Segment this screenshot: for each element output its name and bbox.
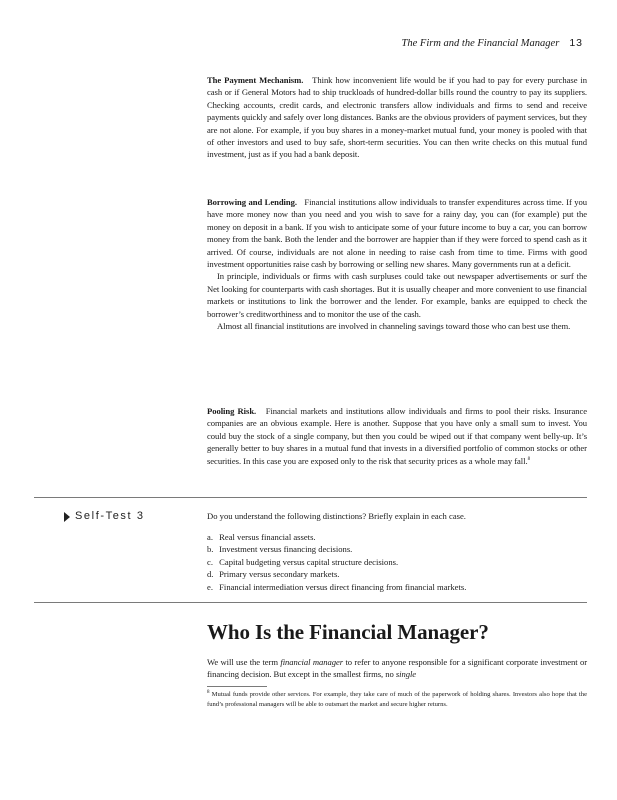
item-text: Primary versus secondary markets. bbox=[219, 569, 340, 580]
self-test-item bbox=[207, 543, 466, 555]
self-test-list bbox=[207, 531, 466, 593]
running-header bbox=[402, 37, 583, 49]
item-letter: d. bbox=[207, 569, 214, 580]
divider-top bbox=[34, 497, 587, 498]
page-number: 13 bbox=[569, 37, 583, 49]
pooling-title: Pooling Risk. bbox=[207, 406, 257, 416]
self-test-item bbox=[207, 568, 466, 580]
item-text: Financial intermediation versus direct financing from financial markets. bbox=[219, 581, 467, 592]
item-letter: c. bbox=[207, 556, 213, 567]
divider-bottom bbox=[34, 602, 587, 603]
pooling-paragraph bbox=[207, 405, 587, 467]
borrowing-body: Financial institutions allow individuals to transfer expenditures across time. If you have more money now than you need and you wish to save for a rainy day, you can (for example) put the money on deposit in a bank. If you wish to anticipate some of your future income to buy a car, you can borrow money from the bank. Both the lender and the borrower are happier than if they were forced to spend cash as it arrived. Of course, individuals are not alone in needing to raise cash from time to time. Firms with good investment opportunities raise cash by borrowing or selling new shares. Many governments run at a deficit. bbox=[207, 197, 587, 270]
payment-title: The Payment Mechanism. bbox=[207, 75, 304, 85]
self-test-question: Do you understand the following distinctions? Briefly explain in each case. bbox=[207, 511, 466, 521]
who-intro-end: single bbox=[395, 669, 417, 680]
section-pooling bbox=[207, 405, 587, 467]
item-letter: b. bbox=[207, 544, 214, 555]
self-test-label: Self-Test 3 bbox=[75, 510, 145, 522]
self-test-item bbox=[207, 581, 466, 593]
item-letter: a. bbox=[207, 532, 213, 542]
footnote-mark: 8 bbox=[207, 689, 210, 695]
section-borrowing bbox=[207, 196, 587, 332]
payment-paragraph bbox=[207, 74, 587, 161]
borrowing-paragraph-3: Almost all financial institutions are involved in channeling savings toward those who can best use them. bbox=[217, 321, 571, 332]
borrowing-paragraph-2: In principle, individuals or firms with cash surpluses could take out newspaper advertisements or surf the Net looking for counterparts with cash shortages. But it is usually cheaper and more convenient to use financial markets or institutions to link the borrower and the lender. For example, banks are equipped to check the borrower’s creditworthiness and to monitor the use of the cash. bbox=[207, 271, 587, 319]
item-letter: e. bbox=[207, 581, 213, 592]
running-title: The Firm and the Financial Manager bbox=[401, 38, 560, 49]
borrowing-title: Borrowing and Lending. bbox=[207, 197, 297, 207]
triangle-marker-icon bbox=[64, 512, 70, 522]
borrowing-paragraph bbox=[207, 196, 587, 270]
who-intro-a: We will use the term bbox=[207, 657, 278, 667]
section-heading: Who Is the Financial Manager? bbox=[207, 620, 489, 644]
footnote bbox=[207, 690, 587, 709]
who-intro-term: financial manager bbox=[280, 657, 344, 667]
item-text: Investment versus financing decisions. bbox=[219, 544, 353, 555]
footnote-text: Mutual funds provide other services. For example, they take care of much of the paperwork of holding shares. Investors also hope that the fund’s professional managers will be able to outsmart the market and secure higher returns. bbox=[207, 691, 587, 708]
item-text: Capital budgeting versus capital structure decisions. bbox=[219, 556, 399, 567]
pooling-body: Financial markets and institutions allow individuals and firms to pool their risks. Insurance companies are an obvious example. Here is another. Suppose that you have only a small sum to invest. You could buy the stock of a single company, but then you could be wiped out if that company went belly-up. It’s generally better to buy shares in a mutual fund that invests in a diversified portfolio of common stocks or other securities. In this case you are exposed only to the risk that security prices as a whole may fall. bbox=[207, 406, 588, 466]
footnote-divider bbox=[207, 686, 267, 687]
section-payment bbox=[207, 74, 587, 161]
self-test-item bbox=[207, 556, 466, 568]
payment-body: Think how inconvenient life would be if you had to pay for every purchase in cash or if General Motors had to ship truckloads of hundred-dollar bills round the country to pay its suppliers. Checking accounts, credit cards, and electronic transfers allow individuals and firms to send and receive payments quickly and safely over long distances. Banks are the obvious providers of payment services, but they are not alone. For example, if you buy shares in a money-market mutual fund, your money is pooled with that of other investors and used to buy safe, short-term securities. You can then write checks on this mutual fund investment, just as if you had a bank deposit. bbox=[207, 75, 588, 160]
who-intro-b: to refer to anyone responsible for a significant corporate investment or financing decision. But except in the smallest firms, no bbox=[207, 657, 588, 680]
footnote-ref: 8 bbox=[527, 456, 531, 462]
section-who-intro bbox=[207, 656, 587, 681]
who-paragraph bbox=[207, 656, 587, 681]
self-test-item bbox=[207, 531, 466, 543]
item-text: Real versus financial assets. bbox=[219, 532, 316, 542]
